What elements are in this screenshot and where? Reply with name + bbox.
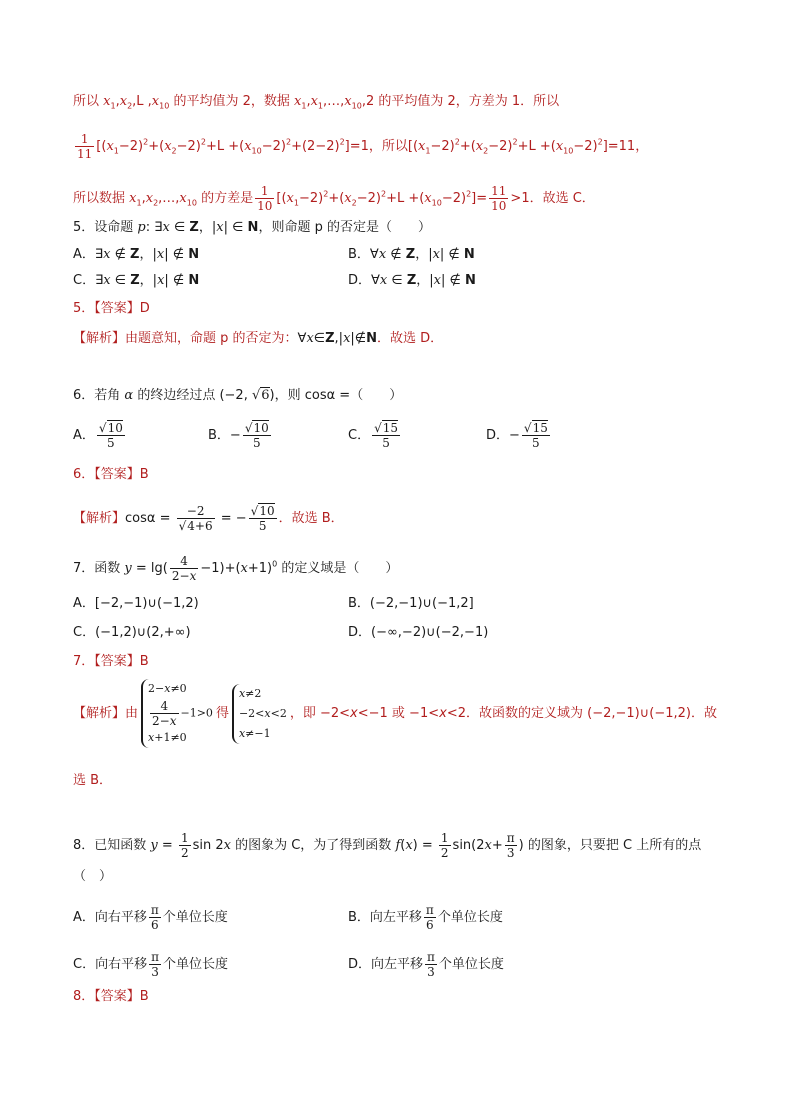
q6-option-a: A． $\frac{√10}{5}$ — [73, 421, 123, 450]
q8-stem-cont: （ ） — [73, 869, 113, 884]
q7-option-b: B．(−2,−1)∪(−1,2] — [348, 596, 474, 611]
q6-option-c: C． $\frac{√15}{5}$ — [348, 421, 399, 450]
q7-option-d: D．(−∞,−2)∪(−2,−1) — [348, 625, 489, 640]
q6-analysis: 【解析】cosα = $\frac{-2}{√4+6}$ = − $\frac{√10}{5}$ ．故选 B． — [73, 504, 344, 533]
q7-answer: 7．【答案】B — [73, 654, 149, 669]
q5-answer: 5．【答案】D — [73, 301, 150, 316]
q5-option-d: D．∀x ∈ Z，|x| ∉ N — [348, 273, 476, 288]
q7-analysis: 【解析】由 2−x≠0 $\frac{4}{2-x}$ −1>0 x+1≠0 得 x≠2 −2<x<2 x≠−1 ，即 −2<x<−1 或 −1<x<2．故函数的定义域为 (−2,−1)∪(−1,2)．故 — [73, 679, 717, 748]
top-line-1: 所以 $x_1,x_2,L$ $,x_{10}$ 的平均值为 2，数据 $x_1,x_1,\dots,x_{10},2$ 的平均值为 2，方差为 1．所以 — [73, 94, 560, 111]
q5-option-b: B．∀x ∉ Z，|x| ∉ N — [348, 247, 475, 262]
q8-option-b: B．向左平移 $\frac{\pi}{6}$ 个单位长度 — [348, 903, 503, 932]
q6-answer: 6．【答案】B — [73, 467, 149, 482]
top-line-3: 所以数据 $x_1,x_2,\dots,x_{10}$ 的方差是 $\frac{1}{10}$ $[(x_1-2)^2+(x_2-2)^2+L +(x_{10}-2)^2]=$ $\frac{11}{10}$ >1．故选 C． — [73, 184, 595, 213]
q8-option-d: D．向左平移 $\frac{\pi}{3}$ 个单位长度 — [348, 950, 504, 979]
q8-stem: 8．已知函数 y = $\frac{1}{2}$ sin 2x 的图象为 C，为了得到函数 f(x) = $\frac{1}{2}$ sin(2x+ $\frac{\pi}{3}$ ) 的图象，只要把 C 上所有的点 — [73, 831, 702, 860]
q8-answer: 8．【答案】B — [73, 989, 149, 1004]
q8-option-c: C．向右平移 $\frac{\pi}{3}$ 个单位长度 — [73, 950, 228, 979]
q5-analysis: 【解析】由题意知，命题 p 的否定为：∀x∈Z,|x|∉N．故选 D． — [73, 331, 444, 346]
q7-analysis-cont: 选 B． — [73, 773, 113, 788]
q7-stem: 7．函数 y = lg( $\frac{4}{2-x}$ $-1)+(x+1)^0$ 的定义域是（ ） — [73, 554, 399, 583]
top-line-2: $\frac{1}{11}$ $[(x_1-2)^2+(x_2-2)^2+L +(x_{10}-2)^2+(2-2)^2]=1$，所以$[(x_1-2)^2+(x_2-2)^2+L +(x_{10}-2)^2]=11$， — [77, 132, 649, 161]
q7-option-c: C．(−1,2)∪(2,+∞) — [73, 625, 191, 640]
q5-stem: 5．设命题 p: ∃x ∈ Z，|x| ∈ N，则命题 p 的否定是（ ） — [73, 220, 431, 235]
q6-stem: 6．若角 α 的终边经过点 (−2, √6)，则 cosα =（ ） — [73, 388, 403, 403]
q5-option-c: C．∃x ∈ Z，|x| ∉ N — [73, 273, 200, 288]
q5-option-a: A．∃x ∉ Z，|x| ∉ N — [73, 247, 200, 262]
q6-option-d: D．− $\frac{√15}{5}$ — [486, 421, 548, 450]
q7-option-a: A．[−2,−1)∪(−1,2) — [73, 596, 199, 611]
q6-option-b: B．− $\frac{√10}{5}$ — [208, 421, 269, 450]
q8-option-a: A．向右平移 $\frac{\pi}{6}$ 个单位长度 — [73, 903, 228, 932]
